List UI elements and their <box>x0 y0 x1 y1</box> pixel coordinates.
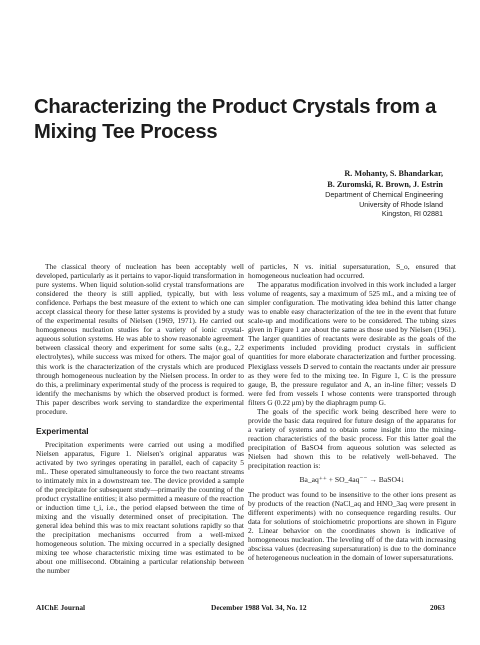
continued-paragraph: of particles, N vs. initial supersaturation, S_o, ensured that homogeneous nucleation had occurred. <box>248 262 456 281</box>
results-paragraph: The product was found to be insensitive to the other ions present as by products of the reaction (NaCl_aq and HNO_3aq were present in different experiments) with no consequence regarding results. Our data for solutions of stoichiometric proportions are shown in Figure 2. Linear behavior on the coordinates shown is indicative of homogeneous nucleation. The leveling off of the data with increasing abscissa values (decreasing supersaturation) is due to the dominance of heterogeneous nucleation in the domain of lower supersaturations. <box>248 490 456 563</box>
author-block <box>183 169 443 219</box>
reaction-equation: Ba_aq⁺⁺ + SO_4aq⁻⁻ → BaSO4↓ <box>299 475 405 485</box>
right-column <box>248 262 456 562</box>
affiliation-city: Kingston, RI 02881 <box>381 209 443 218</box>
left-column <box>36 262 244 576</box>
author-names-line-1: R. Mohanty, S. Bhandarkar, <box>344 169 443 178</box>
footer-issue: December 1988 Vol. 34, No. 12 <box>211 603 307 612</box>
intro-paragraph: The classical theory of nucleation has been acceptably well developed, particularly as it pertains to vapor-liquid transformation in pure systems. When liquid solution-solid crystal transformations are considered the theory is still applied, typically, but with less confidence. Perhaps the best measure of the extent to which one can accept classical theory for these latter systems is provided by a study of the experimental results of Nielsen (1969, 1971). He carried out homogeneous nucleation studies for a variety of ionic crystal-aqueous solution systems. He was able to show reasonable agreement between classical theory and experiment for some salts (e.g., 2,2 electrolytes), while success was mixed for others. The major goal of this work is the characterization of the crystals which are produced through homogeneous nucleation by the Nielsen process. In order to do this, a preliminary experimental study of the process is required to identify the mechanisms by which the observed product is formed. This paper describes work serving to standardize the experimental procedure. <box>36 262 244 416</box>
experimental-paragraph: Precipitation experiments were carried out using a modified Nielsen apparatus, Figure 1. Nielsen's original apparatus was activated by two syringes operating in parallel, each of capacity 5 mL. These operated simultaneously to force the two reactant streams to intimately mix in a downstream tee. The device provided a sample of the precipitate for subsequent study—primarily the counting of the product crystalline entities; it also permitted a measure of the reaction or induction time t_i, i.e., the period elapsed between the time of mixing and the visually determined onset of precipitation. The general idea behind this was to mix reactant solutions rapidly so that the precipitation mechanisms occurred from a well-mixed homogeneous solution. The mixing occurred in a specially designed mixing tee whose characteristic mixing time was estimated to be about one millisecond. Obtaining a particular relationship between the number <box>36 439 244 576</box>
footer-journal-name: AIChE Journal <box>36 603 86 612</box>
affiliation-university: University of Rhode Island <box>359 199 443 209</box>
affiliation-department: Department of Chemical Engineering <box>325 190 443 199</box>
apparatus-paragraph: The apparatus modification involved in this work included a larger volume of reagents, say a maximum of 525 mL, and a mixing tee of simpler configuration. The motivating idea behind this latter change was to enable easy characterization of the tee in the event that future scale-up and modifications were to be considered. The tubing sizes given in Figure 1 are about the same as those used by Nielsen (1961). The larger quantities of reactants were desirable as the goals of the experiments included providing product crystals in sufficient quantities for more elaborate characterization and further processing. Plexiglass vessels D served to contain the reactants under air pressure as they were fed to the mixing tee. In Figure 1, C is the pressure gauge, B, the pressure regulator and A, an in-line filter; vessels D were fed from vessels I whose contents were transported through filters G (0.22 μm) by the diaphragm pump G. <box>248 280 456 407</box>
footer-page-number: 2063 <box>430 603 445 612</box>
article-title: Characterizing the Product Crystals from a Mixing Tee Process <box>34 96 437 143</box>
goals-paragraph: The goals of the specific work being described here were to provide the basic data required for future design of the apparatus for a variety of systems and to obtain some insight into the mixing-reaction characteristics of the basic process. For this latter goal the precipitation of BaSO4 from aqueous solution was selected as Nielsen had shown this to be relatively well-behaved. The precipitation reaction is: <box>248 406 456 471</box>
author-names-line-2: B. Zuromski, R. Brown, J. Estrin <box>327 179 443 189</box>
section-heading-experimental: Experimental <box>36 425 89 436</box>
